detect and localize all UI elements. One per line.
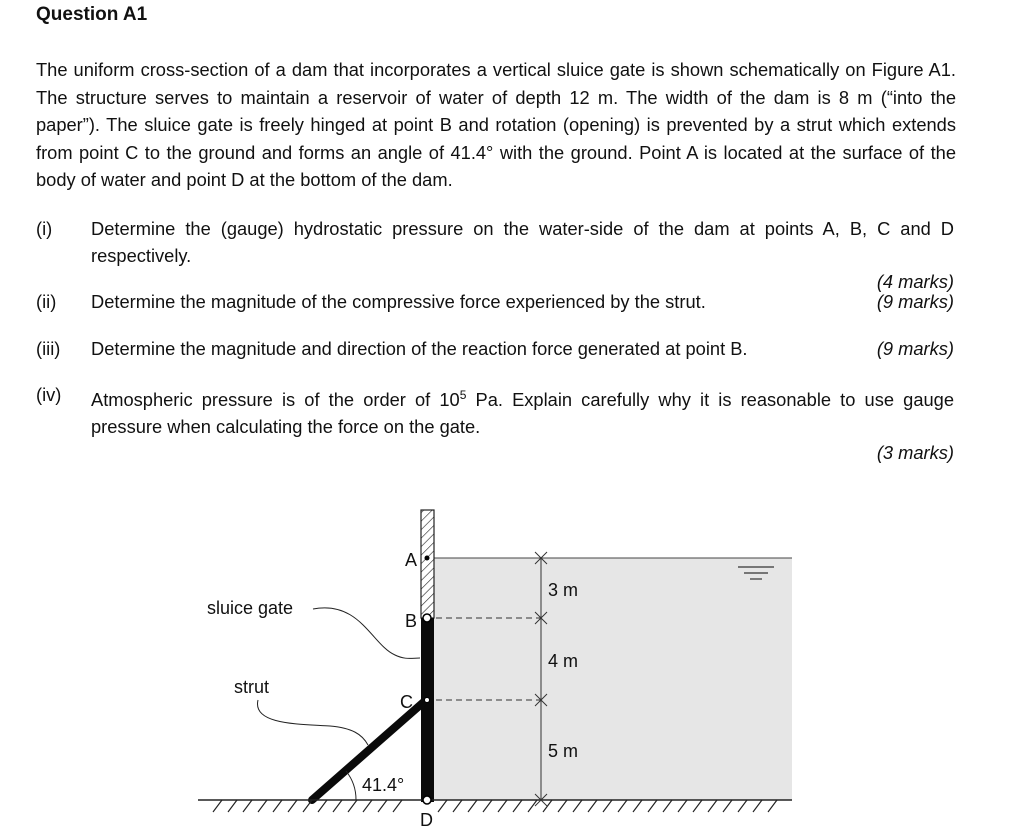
label-sluice-gate: sluice gate <box>207 598 294 618</box>
sluice-gate-leader <box>313 608 420 659</box>
ground-hatch-stroke <box>588 800 597 812</box>
dimension-bc: 4 m <box>548 651 579 671</box>
ground-hatch-stroke <box>543 800 552 812</box>
ground-hatch-stroke <box>723 800 732 812</box>
part-text: Atmospheric pressure is of the order of $10^5$ Pa. Explain carefully why it is reasonable to use gauge pressure when calculating the force on the gate. <box>91 388 954 437</box>
part-number: (iv) <box>36 384 62 405</box>
ground-hatch-stroke <box>318 800 327 812</box>
part-number: (iii) <box>36 338 61 359</box>
part-marks: (9 marks) <box>876 291 954 312</box>
ground-hatch-stroke <box>378 800 387 812</box>
label-b: B <box>405 611 418 631</box>
ground-hatch-stroke <box>768 800 777 812</box>
ground-hatch-stroke <box>753 800 762 812</box>
ground-hatch-stroke <box>498 800 507 812</box>
ground-hatching <box>213 800 777 812</box>
ground-hatch-stroke <box>468 800 477 812</box>
label-c: C <box>400 692 413 712</box>
ground-hatch-stroke <box>693 800 702 812</box>
part-number: (ii) <box>36 291 57 312</box>
part-marks: (9 marks) <box>876 338 954 359</box>
point-b-hinge <box>423 614 431 622</box>
ground-hatch-stroke <box>633 800 642 812</box>
ground-hatch-stroke <box>453 800 462 812</box>
ground-hatch-stroke <box>303 800 312 812</box>
part-text: Determine the magnitude and direction of the reaction force generated at point B. <box>91 338 748 359</box>
ground-hatch-stroke <box>393 800 402 812</box>
ground-hatch-stroke <box>738 800 747 812</box>
point-d-hinge <box>423 796 431 804</box>
ground-hatch-stroke <box>288 800 297 812</box>
ground-hatch-stroke <box>228 800 237 812</box>
point-a-marker <box>425 556 430 561</box>
part-text: Determine the (gauge) hydrostatic pressure on the water-side of the dam at points A, B, C and D respectively. <box>91 218 954 266</box>
strut-leader <box>257 700 368 745</box>
ground-hatch-stroke <box>573 800 582 812</box>
ground-hatch-stroke <box>513 800 522 812</box>
ground-hatch-stroke <box>618 800 627 812</box>
ground-hatch-stroke <box>213 800 222 812</box>
ground-hatch-stroke <box>678 800 687 812</box>
part-marks: (4 marks) <box>876 271 954 292</box>
ground-hatch-stroke <box>333 800 342 812</box>
dimension-ab: 3 m <box>548 580 579 600</box>
label-strut: strut <box>234 677 270 697</box>
ground-hatch-stroke <box>363 800 372 812</box>
ground-hatch-stroke <box>258 800 267 812</box>
part-marks: (3 marks) <box>876 442 954 464</box>
label-a: A <box>405 550 418 570</box>
question-intro: The uniform cross-section of a dam that incorporates a vertical sluice gate is shown schematically on Figure A1. The structure serves to maintain a reservoir of water of depth 12 m. The width of the dam is 8 m (“into the paper”). The sluice gate is freely hinged at point B and rotation (opening) is prevented by a strut which extends from point C to the ground and forms an angle of 41.4° with the ground. Point A is located at the surface of the body of water and point D at the bottom of the dam. <box>36 59 956 190</box>
label-d: D <box>420 810 433 830</box>
part-number: (i) <box>36 218 53 239</box>
ground-hatch-stroke <box>663 800 672 812</box>
ground-hatch-stroke <box>648 800 657 812</box>
ground-hatch-stroke <box>243 800 252 812</box>
ground-hatch-stroke <box>708 800 717 812</box>
dam-wall <box>421 510 434 618</box>
question-title: Question A1 <box>36 4 148 25</box>
ground-hatch-stroke <box>603 800 612 812</box>
part-text: Determine the magnitude of the compressive force experienced by the strut. <box>91 291 706 312</box>
exponent: 5 <box>459 388 467 402</box>
angle-arc <box>346 771 356 800</box>
reservoir-water <box>434 558 792 800</box>
point-c-marker <box>425 698 430 703</box>
ground-hatch-stroke <box>273 800 282 812</box>
label-angle: 41.4° <box>362 775 405 795</box>
dimension-cd: 5 m <box>548 741 579 761</box>
ground-hatch-stroke <box>348 800 357 812</box>
ground-hatch-stroke <box>483 800 492 812</box>
sluice-gate <box>421 618 434 802</box>
ground-hatch-stroke <box>558 800 567 812</box>
ground-hatch-stroke <box>438 800 447 812</box>
